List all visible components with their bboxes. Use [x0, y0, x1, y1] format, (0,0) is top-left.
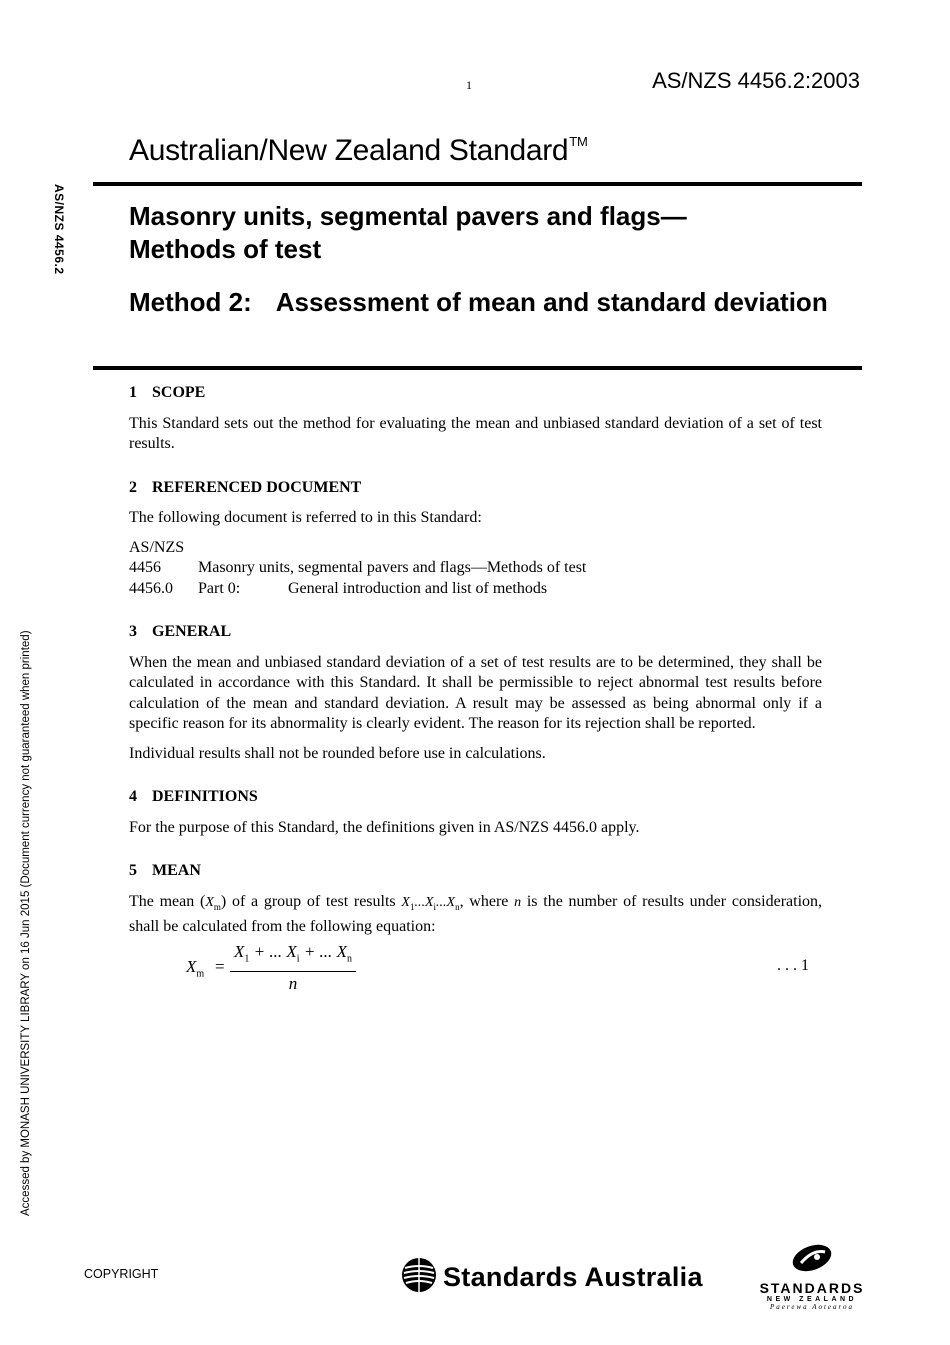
section-number: 5	[129, 862, 137, 879]
section-title: REFERENCED DOCUMENT	[152, 478, 362, 496]
math-sub: m	[213, 901, 221, 912]
snz-sub-text: NEW ZEALAND	[766, 1296, 858, 1303]
bottom-rule	[93, 366, 862, 370]
section-title: SCOPE	[152, 384, 206, 401]
referenced-intro: The following document is referred to in this Standard:	[129, 509, 482, 526]
standards-new-zealand-logo	[752, 1243, 872, 1311]
section-scope	[129, 383, 822, 455]
document-id: AS/NZS 4456.2:2003	[652, 68, 860, 93]
definitions-text: For the purpose of this Standard, the definitions given in AS/NZS 4456.0 apply.	[129, 818, 640, 836]
snz-maori-text: Paerewa Aotearoa	[769, 1303, 855, 1311]
main-title-line2: Methods of test	[129, 234, 322, 264]
equation-equals: =	[215, 957, 225, 977]
snz-main-text: STANDARDS	[759, 1280, 865, 1296]
section-number: 2	[129, 478, 137, 496]
method-title	[129, 285, 849, 319]
page-number: 1	[466, 78, 472, 92]
section-general	[129, 622, 822, 764]
mean-text-part: is the number of results under consideration, shall be calculated from the following equation:	[129, 892, 823, 935]
general-paragraph-1: When the mean and unbiased standard deviation of a set of test results are to be determined, they shall be calculated in accordance with this Standard. It shall be permissible to reject abnormal test results before calculation of the mean and standard deviation. A result may be assessed as being abnormal only if a specific reason for its abnormality is clearly evident. The reason for its rejection shall be reported.	[129, 653, 822, 732]
fraction-denominator: n	[288, 974, 298, 994]
referenced-title: Masonry units, segmental pavers and flags—Methods of test	[198, 559, 587, 576]
globe-icon	[401, 1256, 437, 1299]
standard-title-text: Australian/New Zealand Standard	[129, 134, 569, 167]
equation-number: . . . 1	[777, 957, 809, 975]
standard-title	[129, 134, 587, 168]
section-mean	[129, 861, 822, 996]
section-title: GENERAL	[152, 623, 232, 640]
referenced-code: 4456	[129, 559, 161, 576]
method-title-text: Assessment of mean and standard deviation	[275, 287, 828, 317]
mean-text-part: of a group of test results	[226, 892, 402, 910]
standards-australia-text: Standards Australia	[443, 1262, 703, 1292]
math-var: X	[205, 894, 214, 910]
mean-text-part: , where	[459, 892, 515, 910]
fraction-numerator: $X_1$ + ... $X_i$ + ... $X_n$	[230, 942, 356, 972]
referenced-title: General introduction and list of methods	[288, 579, 548, 597]
snz-emblem-icon	[789, 1260, 835, 1277]
scope-text: This Standard sets out the method for evaluating the mean and unbiased standard deviation of a set of test results.	[129, 414, 822, 452]
side-access-note: Accessed by MONASH UNIVERSITY LIBRARY on 16 Jun 2015 (Document currency not guaranteed when printed)	[20, 630, 32, 1216]
section-number: 4	[129, 788, 137, 805]
side-document-code: AS/NZS 4456.2	[52, 184, 66, 275]
section-number: 3	[129, 623, 137, 640]
section-heading	[129, 861, 822, 882]
section-number: 1	[129, 384, 137, 401]
equation-1	[129, 942, 822, 996]
referenced-code: 4456.0	[129, 579, 173, 597]
inline-results: $X_1...X_i...X_n$	[401, 894, 460, 912]
general-paragraph-2: Individual results shall not be rounded before use in calculations.	[129, 744, 546, 762]
referenced-part: Part 0:	[198, 579, 241, 597]
section-heading	[129, 622, 822, 643]
section-heading	[129, 787, 822, 808]
main-title-line1: Masonry units, segmental pavers and flags—	[129, 201, 687, 231]
trademark-mark: TM	[569, 134, 588, 149]
section-heading	[129, 383, 822, 404]
equation-fraction	[230, 942, 356, 994]
section-title: MEAN	[152, 862, 201, 879]
equation-lhs: $X_m$	[186, 957, 205, 980]
section-heading	[129, 478, 822, 499]
main-title	[129, 200, 849, 266]
section-title: DEFINITIONS	[152, 788, 258, 805]
standards-australia-logo	[401, 1256, 703, 1299]
copyright-notice: COPYRIGHT	[84, 1267, 159, 1281]
referenced-row	[129, 558, 822, 579]
mean-text-part: The mean	[129, 892, 200, 910]
top-rule	[93, 182, 862, 186]
inline-n: n	[514, 894, 522, 910]
section-definitions	[129, 787, 822, 838]
referenced-row	[129, 579, 822, 600]
method-label: Method 2:	[129, 287, 252, 317]
inline-xm: $(X_m)$	[199, 892, 227, 912]
referenced-org: AS/NZS	[129, 538, 185, 556]
section-referenced-document	[129, 478, 822, 600]
document-body	[129, 383, 822, 1019]
mean-text	[129, 892, 822, 938]
